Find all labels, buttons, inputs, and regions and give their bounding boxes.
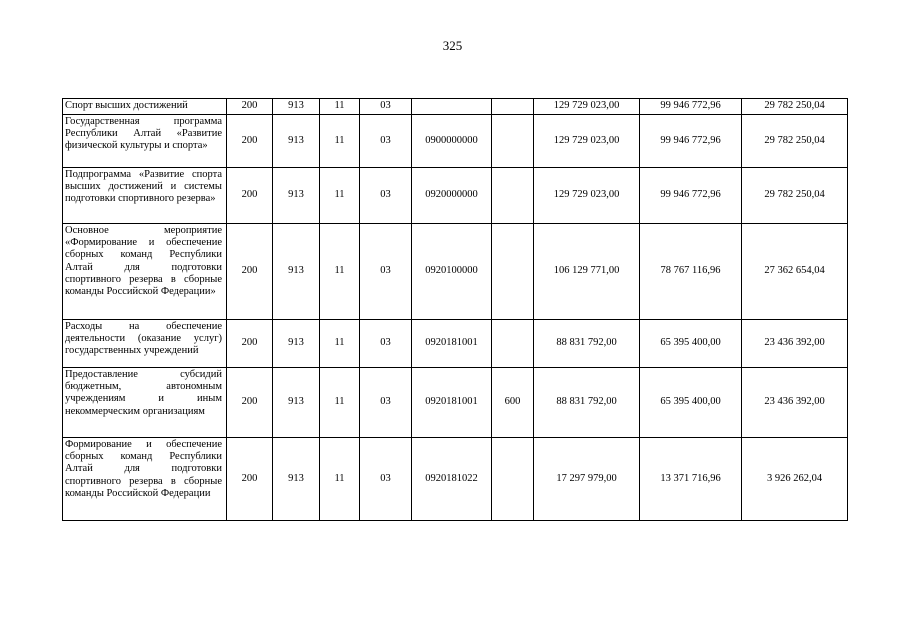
amount-federal-cell: 99 946 772,96 <box>640 99 742 115</box>
amount-total-cell: 106 129 771,00 <box>534 224 640 320</box>
section-cell: 200 <box>227 368 273 438</box>
table-row <box>63 438 848 521</box>
name-cell: Предоставление субсидий бюджетным, автономным учреждениям и иным некоммерческим организациям <box>63 368 227 438</box>
section-cell: 200 <box>227 99 273 115</box>
amount-total-cell: 17 297 979,00 <box>534 438 640 521</box>
section-cell: 200 <box>227 115 273 168</box>
name-cell: Расходы на обеспечение деятельности (оказание услуг) государственных учреждений <box>63 320 227 368</box>
amount-total-cell: 129 729 023,00 <box>534 168 640 224</box>
ministry-cell: 913 <box>273 224 320 320</box>
name-cell: Государственная программа Республики Алтай «Развитие физической культуры и спорта» <box>63 115 227 168</box>
target-article-cell: 0920181001 <box>412 368 492 438</box>
amount-federal-cell: 99 946 772,96 <box>640 115 742 168</box>
expense-type-cell <box>492 320 534 368</box>
expense-type-cell <box>492 99 534 115</box>
table-body <box>63 99 848 521</box>
amount-regional-cell: 27 362 654,04 <box>742 224 848 320</box>
name-cell: Спорт высших достижений <box>63 99 227 115</box>
subdivision-cell: 03 <box>360 168 412 224</box>
amount-total-cell: 88 831 792,00 <box>534 368 640 438</box>
division-cell: 11 <box>320 438 360 521</box>
table-row <box>63 168 848 224</box>
amount-federal-cell: 13 371 716,96 <box>640 438 742 521</box>
ministry-cell: 913 <box>273 99 320 115</box>
target-article-cell <box>412 99 492 115</box>
page-number: 325 <box>442 38 463 53</box>
table-row <box>63 224 848 320</box>
ministry-cell: 913 <box>273 115 320 168</box>
target-article-cell: 0920181022 <box>412 438 492 521</box>
amount-federal-cell: 65 395 400,00 <box>640 320 742 368</box>
subdivision-cell: 03 <box>360 99 412 115</box>
amount-total-cell: 88 831 792,00 <box>534 320 640 368</box>
division-cell: 11 <box>320 168 360 224</box>
subdivision-cell: 03 <box>360 115 412 168</box>
section-cell: 200 <box>227 168 273 224</box>
amount-regional-cell: 29 782 250,04 <box>742 115 848 168</box>
target-article-cell: 0920000000 <box>412 168 492 224</box>
amount-total-cell: 129 729 023,00 <box>534 115 640 168</box>
subdivision-cell: 03 <box>360 320 412 368</box>
ministry-cell: 913 <box>273 438 320 521</box>
ministry-cell: 913 <box>273 320 320 368</box>
amount-federal-cell: 99 946 772,96 <box>640 168 742 224</box>
amount-regional-cell: 29 782 250,04 <box>742 99 848 115</box>
division-cell: 11 <box>320 368 360 438</box>
division-cell: 11 <box>320 115 360 168</box>
amount-regional-cell: 29 782 250,04 <box>742 168 848 224</box>
division-cell: 11 <box>320 99 360 115</box>
amount-regional-cell: 3 926 262,04 <box>742 438 848 521</box>
amount-federal-cell: 65 395 400,00 <box>640 368 742 438</box>
amount-regional-cell: 23 436 392,00 <box>742 320 848 368</box>
table-row <box>63 320 848 368</box>
name-cell: Формирование и обеспечение сборных команд Республики Алтай для подготовки спортивного резерва в сборные команды Российской Федерации <box>63 438 227 521</box>
ministry-cell: 913 <box>273 368 320 438</box>
target-article-cell: 0920100000 <box>412 224 492 320</box>
name-cell: Основное мероприятие «Формирование и обеспечение сборных команд Республики Алтай для подготовки спортивного резерва в сборные команды Российской Федерации» <box>63 224 227 320</box>
table-row <box>63 368 848 438</box>
subdivision-cell: 03 <box>360 438 412 521</box>
section-cell: 200 <box>227 224 273 320</box>
division-cell: 11 <box>320 320 360 368</box>
subdivision-cell: 03 <box>360 224 412 320</box>
expense-type-cell <box>492 438 534 521</box>
section-cell: 200 <box>227 320 273 368</box>
amount-total-cell: 129 729 023,00 <box>534 99 640 115</box>
name-cell: Подпрограмма «Развитие спорта высших достижений и системы подготовки спортивного резерва» <box>63 168 227 224</box>
amount-regional-cell: 23 436 392,00 <box>742 368 848 438</box>
budget-table <box>62 98 848 521</box>
subdivision-cell: 03 <box>360 368 412 438</box>
ministry-cell: 913 <box>273 168 320 224</box>
section-cell: 200 <box>227 438 273 521</box>
division-cell: 11 <box>320 224 360 320</box>
amount-federal-cell: 78 767 116,96 <box>640 224 742 320</box>
expense-type-cell <box>492 168 534 224</box>
table-row <box>63 99 848 115</box>
expense-type-cell <box>492 224 534 320</box>
expense-type-cell <box>492 115 534 168</box>
expense-type-cell: 600 <box>492 368 534 438</box>
target-article-cell: 0900000000 <box>412 115 492 168</box>
table-row <box>63 115 848 168</box>
target-article-cell: 0920181001 <box>412 320 492 368</box>
